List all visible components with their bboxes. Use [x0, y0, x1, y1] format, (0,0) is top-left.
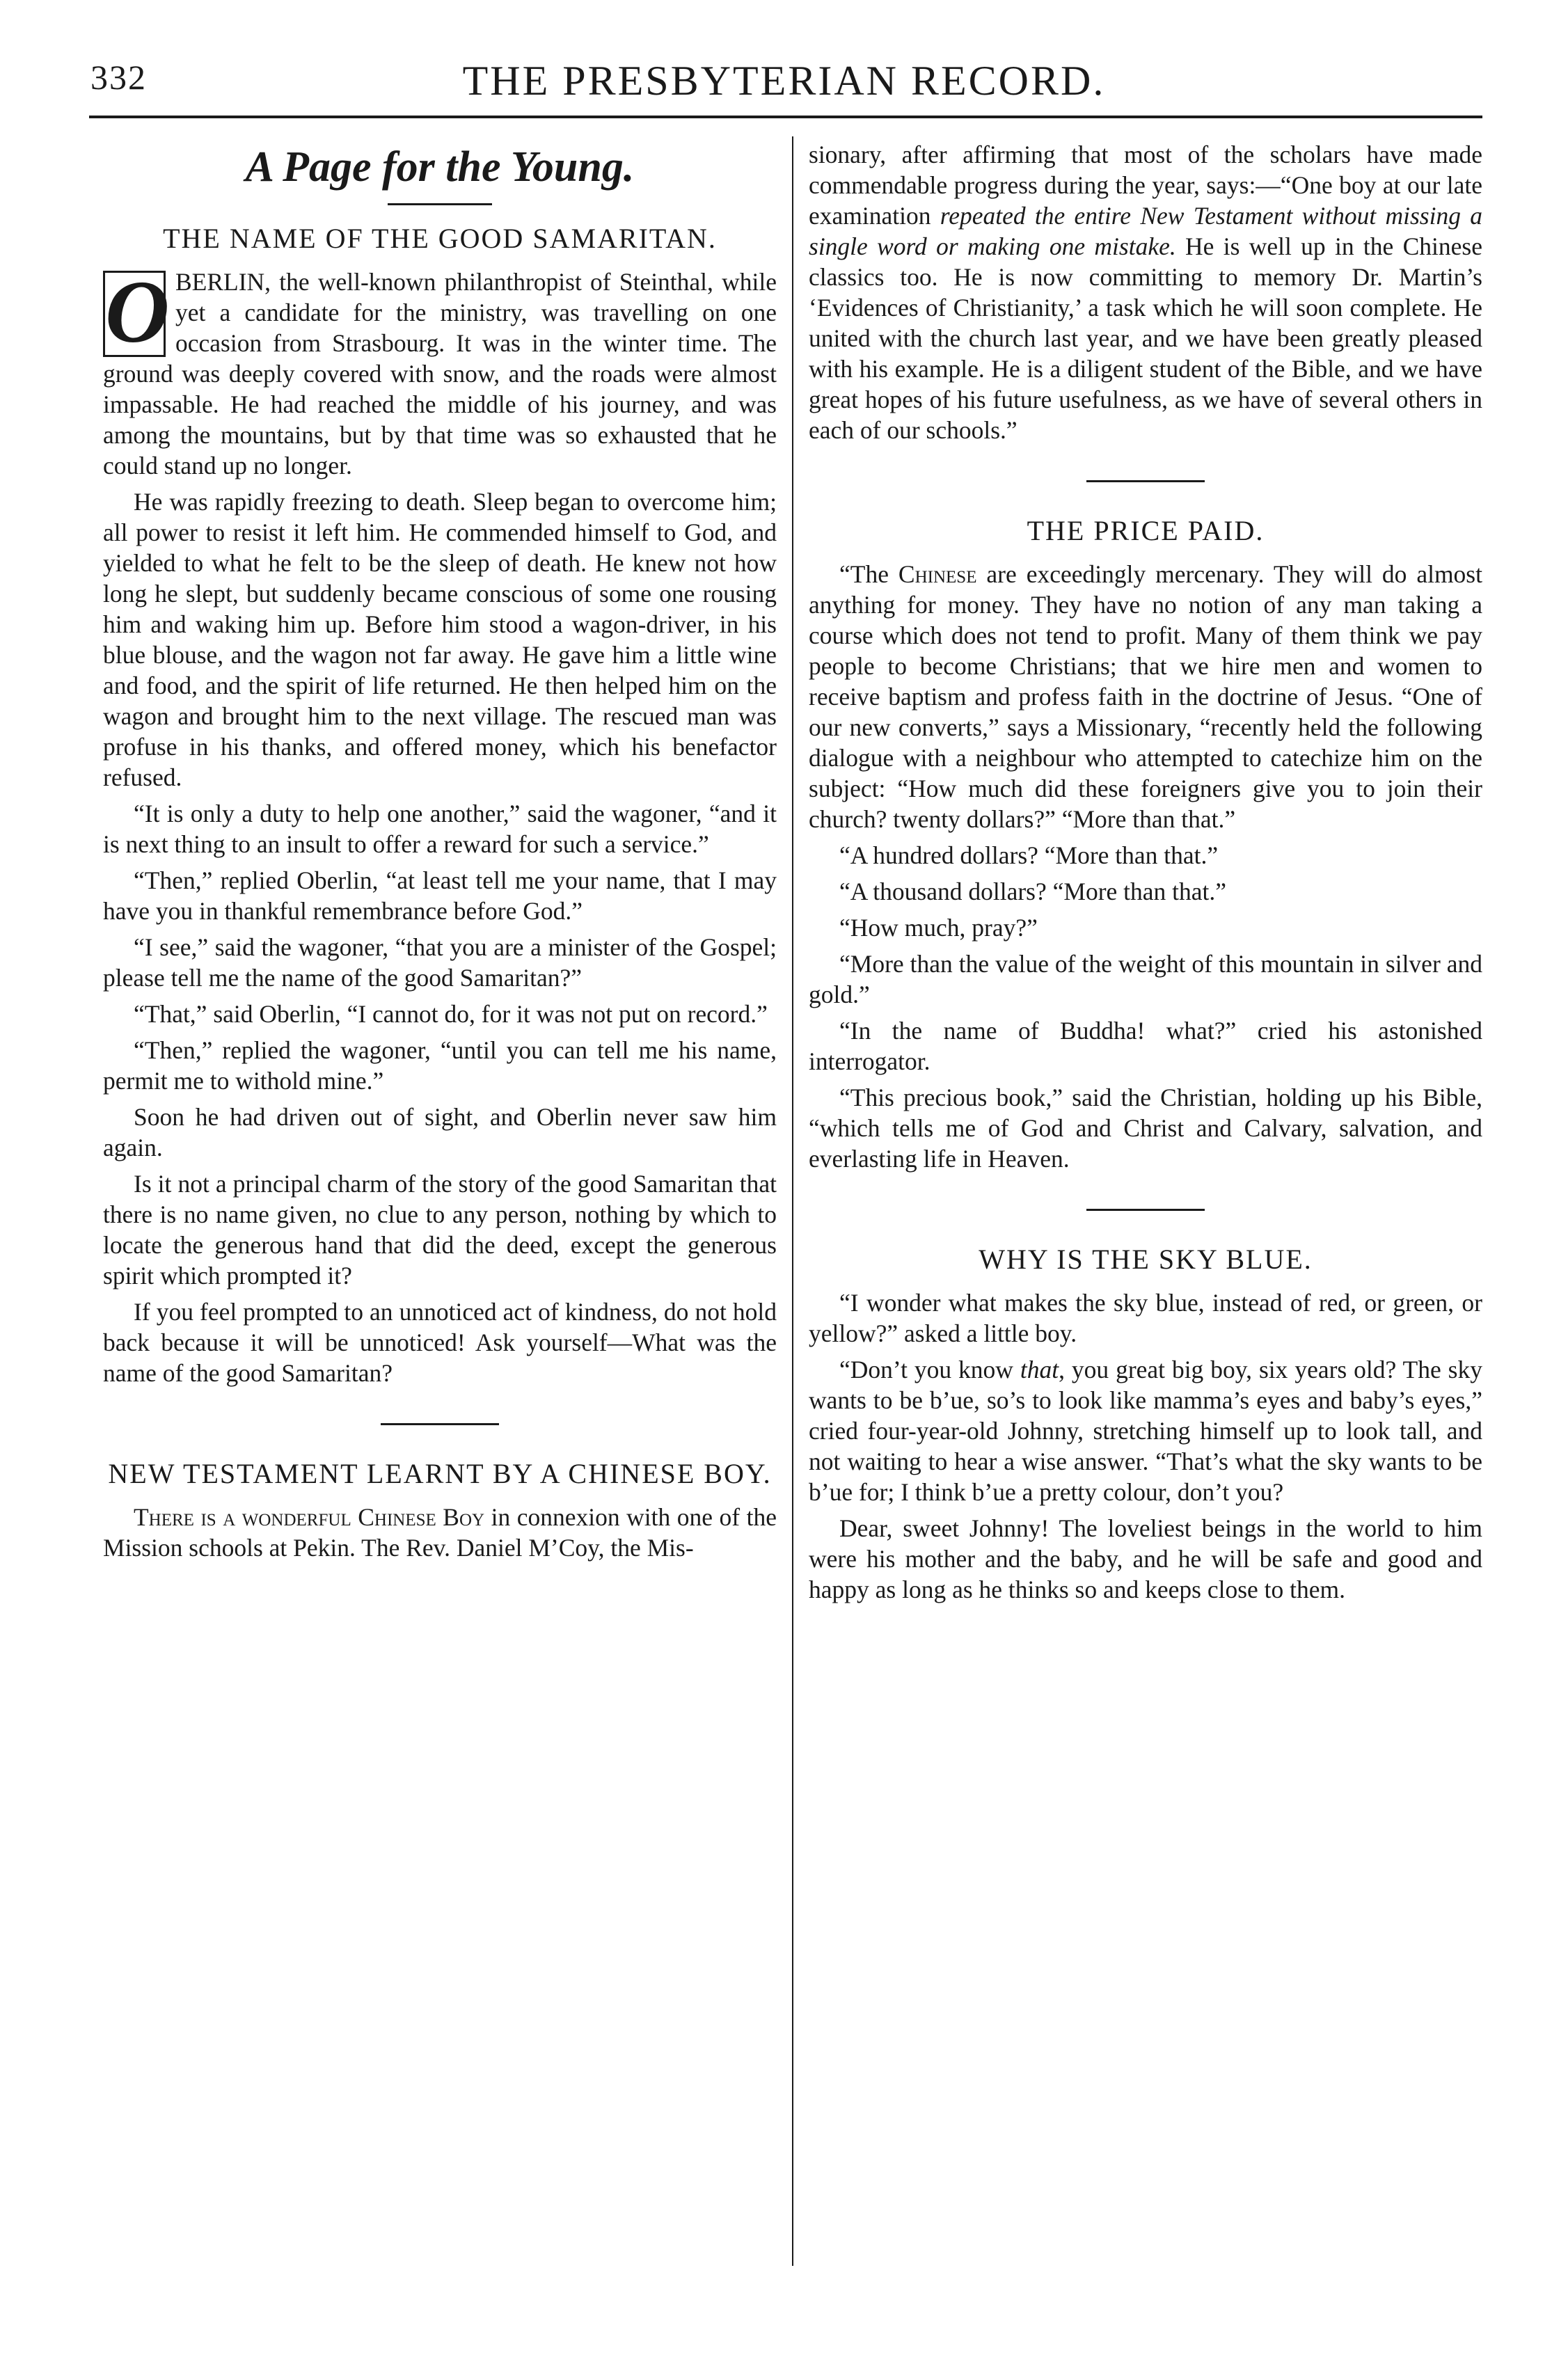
- article-title-good-samaritan: THE NAME OF THE GOOD SAMARITAN.: [163, 223, 717, 254]
- article-paragraph: Dear, sweet Johnny! The loveliest beings in the world to him were his mother and the baby, and he will be safe and good and happy as long as he thinks so and keeps close to them.: [809, 1514, 1482, 1603]
- article-paragraph: “It is only a duty to help one another,” said the wagoner, “and it is next thing to an insult to offer a reward for such a service.”: [103, 800, 777, 858]
- lead-in-smallcaps: Chinese: [898, 560, 977, 588]
- article-paragraph: “How much, pray?”: [839, 914, 1038, 942]
- column-divider: [792, 136, 793, 2266]
- drop-cap: O: [103, 271, 166, 357]
- header-rule: [89, 116, 1482, 118]
- lead-in-smallcaps: There is a wonderful Chinese Boy: [134, 1503, 485, 1531]
- section-title-rule: [388, 203, 492, 205]
- italic-emphasis: repeated the entire New Testament without missing a single word or making one mistake.: [809, 202, 1482, 260]
- article-paragraph: “This precious book,” said the Christian, holding up his Bible, “which tells me of God and Christ and Calvary, salvation, and everlasting life in Heaven.: [809, 1084, 1482, 1173]
- italic-emphasis: that: [1020, 1356, 1059, 1383]
- section-separator-rule: [1086, 480, 1205, 482]
- article-paragraph: Soon he had driven out of sight, and Oberlin never saw him again.: [103, 1103, 777, 1161]
- section-separator-rule: [1086, 1209, 1205, 1211]
- article-title-sky-blue: WHY IS THE SKY BLUE.: [979, 1244, 1313, 1275]
- article-paragraph: “Then,” replied the wagoner, “until you can tell me his name, permit me to withold mine.”: [103, 1036, 777, 1095]
- article-paragraph: “I wonder what makes the sky blue, instead of red, or green, or yellow?” asked a little boy.: [809, 1289, 1482, 1347]
- right-column: [809, 139, 1482, 1610]
- article-paragraph: “More than the value of the weight of this mountain in silver and gold.”: [809, 950, 1482, 1008]
- section-separator-rule: [381, 1423, 499, 1425]
- left-column: [103, 139, 777, 1569]
- article-paragraph: “I see,” said the wagoner, “that you are a minister of the Gospel; please tell me the name of the good Samaritan?”: [103, 933, 777, 992]
- article-paragraph: “The Chinese are exceedingly mercenary. They will do almost anything for money. They have no notion of any man taking a course which does not tend to profit. Many of them think we pay people to become Christians; that we hire men and women to receive baptism and profess faith in the doctrine of Jesus. “One of our new converts,” says a Missionary, “recently held the following dialogue with a neighbour who attempted to catechize him on the subject: “How much did these foreigners give you to join their church? twenty dollars?” “More than that.”: [809, 560, 1482, 833]
- article-paragraph: “Don’t you know that, you great big boy, six years old? The sky wants to be b’ue, so’s to look like mamma’s eyes and baby’s eyes,” cried four-year-old Johnny, stretching himself up to look tall, and not waiting to hear a wise answer. “That’s what the sky wants to be b’ue for; I think b’ue a pretty colour, don’t you?: [809, 1356, 1482, 1506]
- article-paragraph: O BERLIN, the well-known philanthropist of Steinthal, while yet a candidate for the ministry, was travelling on one occasion from Strasbourg. It was in the winter time. The ground was deeply covered with snow, and the roads were almost impassable. He had reached the middle of his journey, and was among the mountains, but by that time was so exhausted that he could stand up no longer.: [103, 262, 777, 479]
- article-paragraph: “Then,” replied Oberlin, “at least tell me your name, that I may have you in thankful remembrance before God.”: [103, 866, 777, 925]
- article-paragraph: If you feel prompted to an unnoticed act of kindness, do not hold back because it will be unnoticed! Ask yourself—What was the name of the good Samaritan?: [103, 1298, 777, 1387]
- running-head: THE PRESBYTERIAN RECORD.: [462, 58, 1106, 104]
- article-paragraph: “In the name of Buddha! what?” cried his astonished interrogator.: [809, 1017, 1482, 1075]
- article-paragraph: There is a wonderful Chinese Boy in connexion with one of the Mission schools at Pekin. The Rev. Daniel M’Coy, the Mis-: [103, 1503, 777, 1562]
- page-number: 332: [90, 58, 147, 97]
- article-paragraph: Is it not a principal charm of the story of the good Samaritan that there is no name given, no clue to any person, nothing by which to locate the generous hand that did the deed, except the generous spirit which prompted it?: [103, 1170, 777, 1290]
- section-title: A Page for the Young.: [245, 143, 635, 191]
- article-paragraph: He was rapidly freezing to death. Sleep began to overcome him; all power to resist it left him. He commended himself to God, and yielded to what he felt to be the sleep of death. He knew not how long he slept, but suddenly became conscious of some one rousing him and waking him up. Before him stood a wagon-driver, in his blue blouse, and the wagon not far away. He gave him a little wine and food, and the spirit of life returned. He then helped him on the wagon and brought him to the next village. The rescued man was profuse in his thanks, and offered money, which his benefactor refused.: [103, 488, 777, 791]
- article-title-chinese-boy: NEW TESTAMENT LEARNT BY A CHINESE BOY.: [108, 1458, 772, 1489]
- article-paragraph-continued: sionary, after affirming that most of the scholars have made commendable progress during the year, says:—“One boy at our late examination repeated the entire New Testament without missing a single word or making one mistake. He is well up in the Chinese classics too. He is now committing to memory Dr. Martin’s ‘Evidences of Christianity,’ a task which he will soon complete. He united with the church last year, and we have been greatly pleased with his example. He is a diligent student of the Bible, and we have great hopes of his future usefulness, as we have of several others in each of our schools.”: [809, 141, 1482, 444]
- article-paragraph: “That,” said Oberlin, “I cannot do, for it was not put on record.”: [134, 1000, 768, 1028]
- article-paragraph: “A thousand dollars? “More than that.”: [839, 878, 1227, 905]
- article-title-price-paid: THE PRICE PAID.: [1027, 515, 1265, 546]
- article-paragraph: “A hundred dollars? “More than that.”: [839, 841, 1219, 869]
